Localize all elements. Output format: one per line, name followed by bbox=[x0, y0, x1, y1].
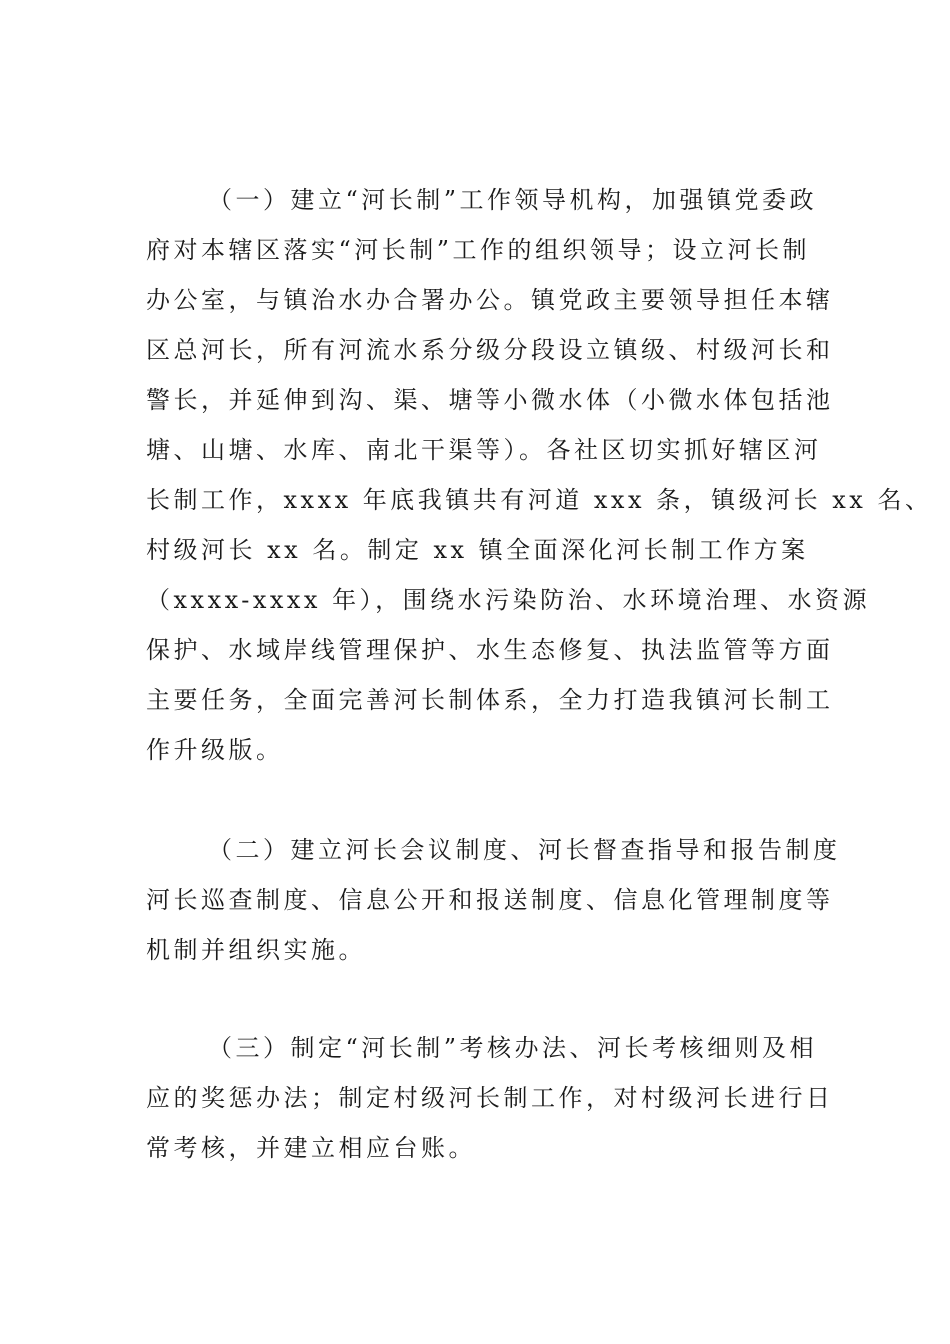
paragraph-line: 村级河长 xx 名。制定 xx 镇全面深化河长制工作方案 bbox=[146, 536, 809, 564]
paragraph-line: 常考核，并建立相应台账。 bbox=[146, 1134, 476, 1162]
paragraph-2 bbox=[146, 825, 841, 975]
paragraph-line: 办公室，与镇治水办合署办公。镇党政主要领导担任本辖 bbox=[146, 286, 834, 314]
paragraph-1 bbox=[146, 175, 933, 775]
paragraph-line: 区总河长，所有河流水系分级分段设立镇级、村级河长和 bbox=[146, 336, 834, 364]
paragraph-line: （xxxx-xxxx 年），围绕水污染防治、水环境治理、水资源 bbox=[146, 586, 871, 614]
paragraph-line: 保护、水域岸线管理保护、水生态修复、执法监管等方面 bbox=[146, 636, 834, 664]
paragraph-line: 河长巡查制度、信息公开和报送制度、信息化管理制度等 bbox=[146, 886, 834, 914]
paragraph-line: 主要任务，全面完善河长制体系，全力打造我镇河长制工 bbox=[146, 686, 834, 714]
paragraph-line: 警长，并延伸到沟、渠、塘等小微水体（小微水体包括池 bbox=[146, 386, 834, 414]
paragraph-line: （三）制定“河长制”考核办法、河长考核细则及相 bbox=[208, 1034, 818, 1062]
paragraph-3 bbox=[146, 1023, 834, 1173]
paragraph-line: 府对本辖区落实“河长制”工作的组织领导；设立河长制 bbox=[146, 236, 811, 264]
paragraph-line: （一）建立“河长制”工作领导机构，加强镇党委政 bbox=[208, 186, 818, 214]
paragraph-line: 机制并组织实施。 bbox=[146, 936, 366, 964]
paragraph-line: （二）建立河长会议制度、河长督查指导和报告制度 bbox=[208, 836, 841, 864]
paragraph-line: 长制工作，xxxx 年底我镇共有河道 xxx 条，镇级河长 xx 名、 bbox=[146, 486, 933, 514]
paragraph-line: 应的奖惩办法；制定村级河长制工作，对村级河长进行日 bbox=[146, 1084, 834, 1112]
paragraph-line: 塘、山塘、水库、南北干渠等）。各社区切实抓好辖区河 bbox=[146, 436, 822, 464]
paragraph-line: 作升级版。 bbox=[146, 736, 284, 764]
